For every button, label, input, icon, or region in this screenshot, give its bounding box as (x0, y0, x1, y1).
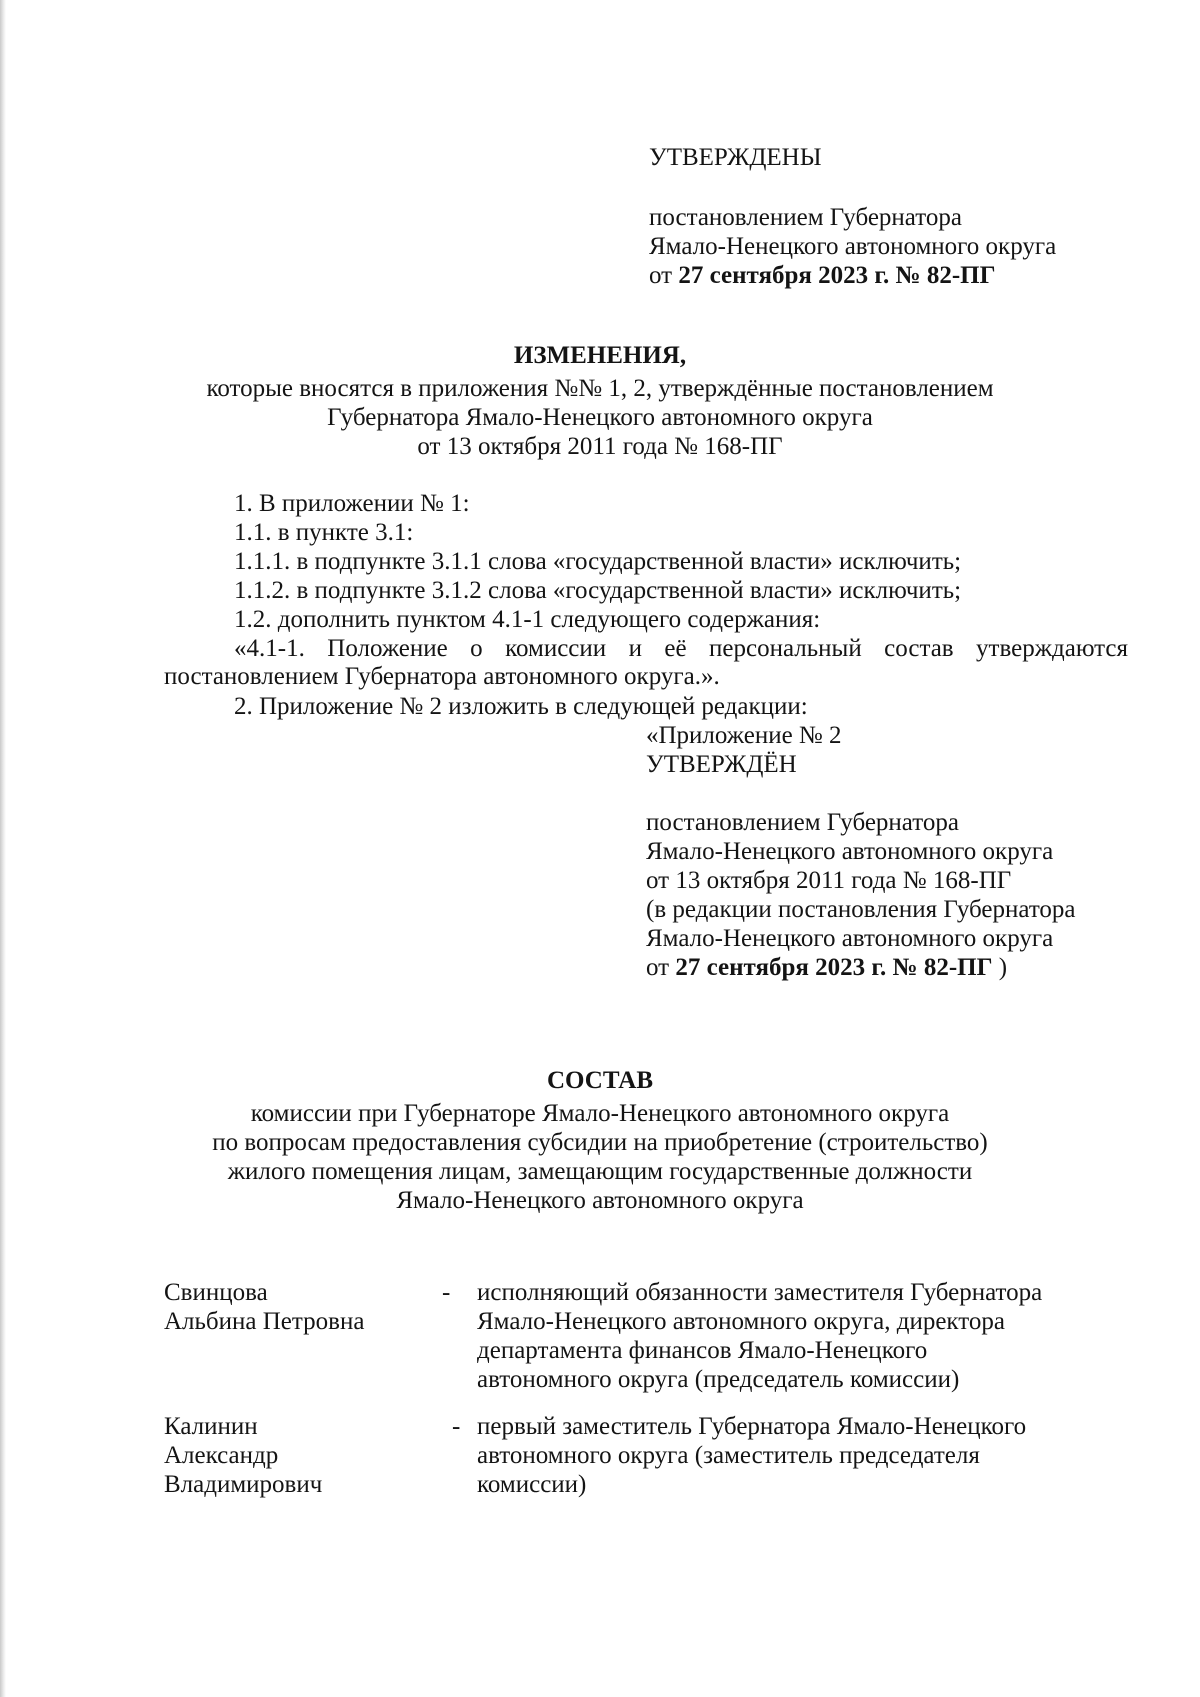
approval-date (649, 262, 996, 290)
member-role-line: первый заместитель Губернатора Ямало-Ненецкого (477, 1413, 1027, 1440)
changes-subtitle-2: Губернатора Ямало-Ненецкого автономного округа (327, 404, 873, 431)
member-dash: - (452, 1413, 461, 1440)
member-name-line: Александр (164, 1442, 279, 1469)
appendix-line-2: УТВЕРЖДЁН (646, 751, 797, 778)
changes-subtitle-1: которые вносятся в приложения №№ 1, 2, утверждённые постановлением (206, 375, 994, 402)
appendix-line-6: (в редакции постановления Губернатора (646, 896, 1076, 923)
composition-subtitle-3: жилого помещения лицам, замещающим государственные должности (227, 1158, 973, 1185)
member-role-line: Ямало-Ненецкого автономного округа, директора (477, 1308, 1005, 1335)
approval-date-value: 27 сентября 2023 г. № 82-ПГ (678, 262, 996, 289)
composition-subtitle-4: Ямало-Ненецкого автономного округа (396, 1187, 804, 1214)
appendix-line-3: постановлением Губернатора (646, 809, 959, 836)
appendix-line-7: Ямало-Ненецкого автономного округа (646, 925, 1054, 952)
appendix-date (646, 954, 1007, 982)
appendix-date-value: 27 сентября 2023 г. № 82-ПГ (675, 954, 993, 981)
member-name-line: Калинин (164, 1413, 258, 1440)
member-dash: - (442, 1279, 451, 1306)
item-4-1-1-quote: «4.1-1. Положение о комиссии и её персональный состав утверждаются постановлением Губернатора автономного округа.». (164, 635, 1128, 690)
changes-subtitle-3: от 13 октября 2011 года № 168-ПГ (417, 433, 783, 460)
appendix-line-1: «Приложение № 2 (646, 722, 842, 749)
member-role-line: департамента финансов Ямало-Ненецкого (477, 1337, 928, 1364)
composition-subtitle-2: по вопросам предоставления субсидии на приобретение (строительство) (212, 1129, 988, 1156)
member-role-line: автономного округа (председатель комиссии) (477, 1366, 960, 1393)
item-1: 1. В приложении № 1: (234, 490, 470, 517)
appendix-line-5: от 13 октября 2011 года № 168-ПГ (646, 867, 1012, 894)
approval-date-prefix: от (649, 262, 673, 289)
item-1-1: 1.1. в пункте 3.1: (234, 519, 414, 546)
item-1-2: 1.2. дополнить пунктом 4.1-1 следующего содержания: (234, 606, 821, 633)
appendix-line-4: Ямало-Ненецкого автономного округа (646, 838, 1054, 865)
item-2: 2. Приложение № 2 изложить в следующей редакции: (234, 693, 808, 720)
approval-line-1: постановлением Губернатора (649, 204, 962, 231)
item-1-1-2: 1.1.2. в подпункте 3.1.2 слова «государственной власти» исключить; (234, 577, 962, 604)
member-role-line: комиссии) (477, 1471, 587, 1498)
member-role-line: автономного округа (заместитель председателя (477, 1442, 980, 1469)
item-1-1-1: 1.1.1. в подпункте 3.1.1 слова «государственной власти» исключить; (234, 548, 962, 575)
member-name-line: Свинцова (164, 1279, 268, 1306)
composition-heading: СОСТАВ (546, 1067, 654, 1094)
appendix-date-prefix: от (646, 954, 670, 981)
appendix-date-suffix: ) (998, 954, 1008, 981)
member-name-line: Владимирович (164, 1471, 323, 1498)
approval-title: УТВЕРЖДЕНЫ (649, 144, 822, 171)
changes-heading: ИЗМЕНЕНИЯ, (513, 342, 687, 369)
member-role-line: исполняющий обязанности заместителя Губернатора (477, 1279, 1043, 1306)
approval-line-2: Ямало-Ненецкого автономного округа (649, 233, 1057, 260)
member-name-line: Альбина Петровна (164, 1308, 365, 1335)
composition-subtitle-1: комиссии при Губернаторе Ямало-Ненецкого автономного округа (250, 1100, 950, 1127)
